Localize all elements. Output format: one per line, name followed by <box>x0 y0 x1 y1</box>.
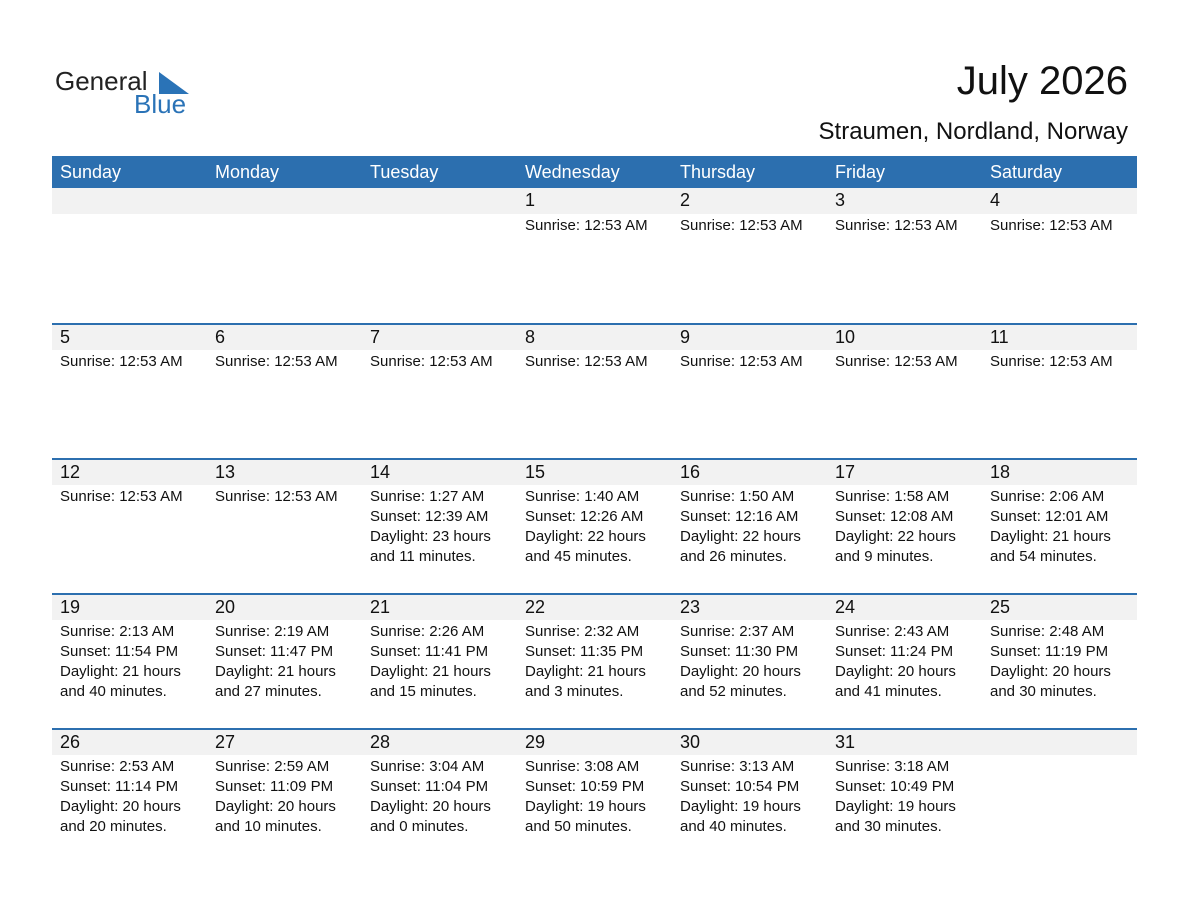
sunrise-text: Sunrise: 2:26 AM <box>370 623 485 640</box>
day-cell <box>207 485 362 567</box>
day-number: 7 <box>370 327 381 347</box>
daylight-text: and 54 minutes. <box>990 548 1097 565</box>
day-cell <box>982 620 1137 702</box>
daylight-text: and 40 minutes. <box>680 818 787 835</box>
day-number: 15 <box>525 462 546 482</box>
day-cell <box>827 620 982 702</box>
sunset-text: Sunset: 11:35 PM <box>525 643 644 660</box>
calendar-grid <box>52 156 1137 863</box>
daylight-text: Daylight: 19 hours <box>835 798 956 815</box>
weekday-thursday: Thursday <box>680 162 756 182</box>
daylight-text: and 30 minutes. <box>835 818 942 835</box>
day-number: 9 <box>680 327 691 347</box>
day-number: 4 <box>990 190 1001 210</box>
day-details-row <box>52 485 1137 567</box>
day-cell <box>672 755 827 837</box>
day-number: 10 <box>835 327 856 347</box>
sunrise-text: Sunrise: 12:53 AM <box>370 353 493 370</box>
day-number: 14 <box>370 462 391 482</box>
sunset-text: Sunset: 11:24 PM <box>835 643 954 660</box>
day-number: 24 <box>835 597 856 617</box>
weekday-tuesday: Tuesday <box>370 162 439 182</box>
daylight-text: Daylight: 20 hours <box>835 663 956 680</box>
day-number <box>362 188 517 214</box>
weekday-saturday: Saturday <box>990 162 1063 182</box>
day-number: 27 <box>215 732 236 752</box>
day-cell <box>52 620 207 702</box>
daylight-text: and 11 minutes. <box>370 548 476 565</box>
daylight-text: Daylight: 20 hours <box>60 798 181 815</box>
daylight-text: Daylight: 21 hours <box>990 528 1111 545</box>
location-subtitle: Straumen, Nordland, Norway <box>818 118 1128 145</box>
daylight-text: Daylight: 22 hours <box>680 528 801 545</box>
sunrise-text: Sunrise: 2:06 AM <box>990 488 1105 505</box>
day-cell <box>517 214 672 236</box>
sunrise-text: Sunrise: 12:53 AM <box>215 353 338 370</box>
sunset-text: Sunset: 11:30 PM <box>680 643 799 660</box>
day-cell <box>672 485 827 567</box>
day-cell <box>672 620 827 702</box>
daylight-text: Daylight: 21 hours <box>215 663 336 680</box>
day-cell <box>827 755 982 837</box>
day-number: 6 <box>215 327 226 347</box>
sunset-text: Sunset: 11:04 PM <box>370 778 489 795</box>
sunrise-text: Sunrise: 12:53 AM <box>680 217 803 234</box>
day-cell <box>982 350 1137 372</box>
day-cell <box>52 755 207 837</box>
day-number: 28 <box>370 732 391 752</box>
day-cell <box>52 485 207 567</box>
day-cell <box>362 755 517 837</box>
day-number: 5 <box>60 327 71 347</box>
sunrise-text: Sunrise: 2:43 AM <box>835 623 950 640</box>
weekday-sunday: Sunday <box>60 162 122 182</box>
sunrise-text: Sunrise: 2:59 AM <box>215 758 330 775</box>
day-details-row <box>52 350 1137 372</box>
day-cell <box>517 350 672 372</box>
day-number: 13 <box>215 462 236 482</box>
day-number <box>982 730 1137 755</box>
day-number: 26 <box>60 732 81 752</box>
daylight-text: Daylight: 20 hours <box>370 798 491 815</box>
sunrise-text: Sunrise: 12:53 AM <box>835 353 958 370</box>
calendar-week <box>52 188 1137 323</box>
daylight-text: Daylight: 20 hours <box>990 663 1111 680</box>
day-cell <box>52 350 207 372</box>
day-cell <box>827 485 982 567</box>
sunrise-text: Sunrise: 3:08 AM <box>525 758 640 775</box>
daylight-text: Daylight: 21 hours <box>60 663 181 680</box>
daylight-text: and 52 minutes. <box>680 683 787 700</box>
daylight-text: and 20 minutes. <box>60 818 167 835</box>
sunset-text: Sunset: 11:19 PM <box>990 643 1109 660</box>
day-cell <box>982 485 1137 567</box>
sunrise-text: Sunrise: 1:58 AM <box>835 488 950 505</box>
sunrise-text: Sunrise: 12:53 AM <box>990 217 1113 234</box>
day-number: 31 <box>835 732 856 752</box>
day-number: 18 <box>990 462 1011 482</box>
sunrise-text: Sunrise: 12:53 AM <box>215 488 338 505</box>
date-number-bar <box>52 595 1137 620</box>
sunrise-text: Sunrise: 3:04 AM <box>370 758 485 775</box>
sunrise-text: Sunrise: 3:13 AM <box>680 758 795 775</box>
date-number-bar <box>52 325 1137 350</box>
calendar-week <box>52 458 1137 593</box>
day-number: 23 <box>680 597 701 617</box>
daylight-text: Daylight: 22 hours <box>835 528 956 545</box>
day-number <box>207 188 362 214</box>
day-number: 19 <box>60 597 81 617</box>
day-cell <box>362 485 517 567</box>
day-number: 29 <box>525 732 546 752</box>
daylight-text: and 10 minutes. <box>215 818 322 835</box>
daylight-text: and 9 minutes. <box>835 548 934 565</box>
daylight-text: and 30 minutes. <box>990 683 1097 700</box>
sunrise-text: Sunrise: 12:53 AM <box>60 353 183 370</box>
sunrise-text: Sunrise: 1:40 AM <box>525 488 640 505</box>
day-cell <box>207 214 362 236</box>
day-cell <box>982 755 1137 837</box>
day-cell <box>672 214 827 236</box>
sunset-text: Sunset: 12:26 AM <box>525 508 644 525</box>
day-number: 22 <box>525 597 546 617</box>
day-number: 3 <box>835 190 846 210</box>
sunrise-text: Sunrise: 3:18 AM <box>835 758 950 775</box>
date-number-bar <box>52 188 1137 214</box>
sunset-text: Sunset: 11:47 PM <box>215 643 334 660</box>
logo-wordmark-general: General <box>55 66 148 96</box>
day-cell <box>362 620 517 702</box>
page-title: July 2026 <box>956 59 1128 103</box>
day-cell <box>517 755 672 837</box>
day-cell <box>517 485 672 567</box>
day-number: 2 <box>680 190 691 210</box>
day-details-row <box>52 755 1137 837</box>
calendar-week <box>52 728 1137 863</box>
day-cell <box>362 350 517 372</box>
sunrise-text: Sunrise: 2:13 AM <box>60 623 175 640</box>
day-cell <box>517 620 672 702</box>
sunrise-text: Sunrise: 2:37 AM <box>680 623 795 640</box>
sunset-text: Sunset: 12:39 AM <box>370 508 489 525</box>
logo-wordmark-blue: Blue <box>134 89 187 119</box>
daylight-text: and 40 minutes. <box>60 683 167 700</box>
sunset-text: Sunset: 11:41 PM <box>370 643 489 660</box>
sunrise-text: Sunrise: 12:53 AM <box>680 353 803 370</box>
sunrise-text: Sunrise: 2:48 AM <box>990 623 1105 640</box>
daylight-text: and 50 minutes. <box>525 818 632 835</box>
day-details-row <box>52 214 1137 236</box>
sunrise-text: Sunrise: 2:32 AM <box>525 623 640 640</box>
sunrise-text: Sunrise: 2:19 AM <box>215 623 330 640</box>
day-number: 21 <box>370 597 391 617</box>
day-number: 20 <box>215 597 236 617</box>
calendar-week <box>52 593 1137 728</box>
day-cell <box>827 350 982 372</box>
weekday-monday: Monday <box>215 162 280 182</box>
day-number <box>52 188 207 214</box>
day-number: 1 <box>525 190 536 210</box>
sunrise-text: Sunrise: 2:53 AM <box>60 758 175 775</box>
daylight-text: and 41 minutes. <box>835 683 942 700</box>
weekday-friday: Friday <box>835 162 886 182</box>
day-cell <box>982 214 1137 236</box>
day-cell <box>207 620 362 702</box>
date-number-bar <box>52 460 1137 485</box>
sunrise-text: Sunrise: 12:53 AM <box>525 217 648 234</box>
brand-logo <box>55 66 205 118</box>
daylight-text: Daylight: 22 hours <box>525 528 646 545</box>
day-number: 12 <box>60 462 81 482</box>
daylight-text: Daylight: 20 hours <box>215 798 336 815</box>
day-number: 11 <box>990 327 1009 347</box>
sunset-text: Sunset: 11:14 PM <box>60 778 179 795</box>
weekday-header <box>52 156 1137 188</box>
sunset-text: Sunset: 12:16 AM <box>680 508 799 525</box>
sunset-text: Sunset: 10:49 PM <box>835 778 955 795</box>
sunrise-text: Sunrise: 1:27 AM <box>370 488 485 505</box>
sunset-text: Sunset: 12:08 AM <box>835 508 954 525</box>
daylight-text: Daylight: 21 hours <box>525 663 646 680</box>
daylight-text: and 45 minutes. <box>525 548 632 565</box>
day-cell <box>52 214 207 236</box>
daylight-text: and 0 minutes. <box>370 818 469 835</box>
daylight-text: and 3 minutes. <box>525 683 624 700</box>
daylight-text: and 26 minutes. <box>680 548 787 565</box>
sunrise-text: Sunrise: 12:53 AM <box>990 353 1113 370</box>
day-number: 17 <box>835 462 856 482</box>
sunrise-text: Sunrise: 12:53 AM <box>835 217 958 234</box>
sunset-text: Sunset: 10:59 PM <box>525 778 645 795</box>
daylight-text: Daylight: 23 hours <box>370 528 491 545</box>
day-number: 8 <box>525 327 536 347</box>
day-details-row <box>52 620 1137 702</box>
daylight-text: and 15 minutes. <box>370 683 477 700</box>
calendar-week <box>52 323 1137 458</box>
day-cell <box>207 755 362 837</box>
day-cell <box>207 350 362 372</box>
daylight-text: and 27 minutes. <box>215 683 322 700</box>
daylight-text: Daylight: 20 hours <box>680 663 801 680</box>
day-number: 25 <box>990 597 1011 617</box>
sunrise-text: Sunrise: 12:53 AM <box>525 353 648 370</box>
sunrise-text: Sunrise: 1:50 AM <box>680 488 795 505</box>
weekday-wednesday: Wednesday <box>525 162 620 182</box>
daylight-text: Daylight: 21 hours <box>370 663 491 680</box>
day-cell <box>672 350 827 372</box>
day-number: 30 <box>680 732 701 752</box>
daylight-text: Daylight: 19 hours <box>525 798 646 815</box>
calendar-weeks <box>52 188 1137 863</box>
daylight-text: Daylight: 19 hours <box>680 798 801 815</box>
day-number: 16 <box>680 462 701 482</box>
day-cell <box>362 214 517 236</box>
day-cell <box>827 214 982 236</box>
sunset-text: Sunset: 12:01 AM <box>990 508 1109 525</box>
sunset-text: Sunset: 10:54 PM <box>680 778 800 795</box>
sunset-text: Sunset: 11:09 PM <box>215 778 334 795</box>
sunset-text: Sunset: 11:54 PM <box>60 643 179 660</box>
sunrise-text: Sunrise: 12:53 AM <box>60 488 183 505</box>
date-number-bar <box>52 730 1137 755</box>
